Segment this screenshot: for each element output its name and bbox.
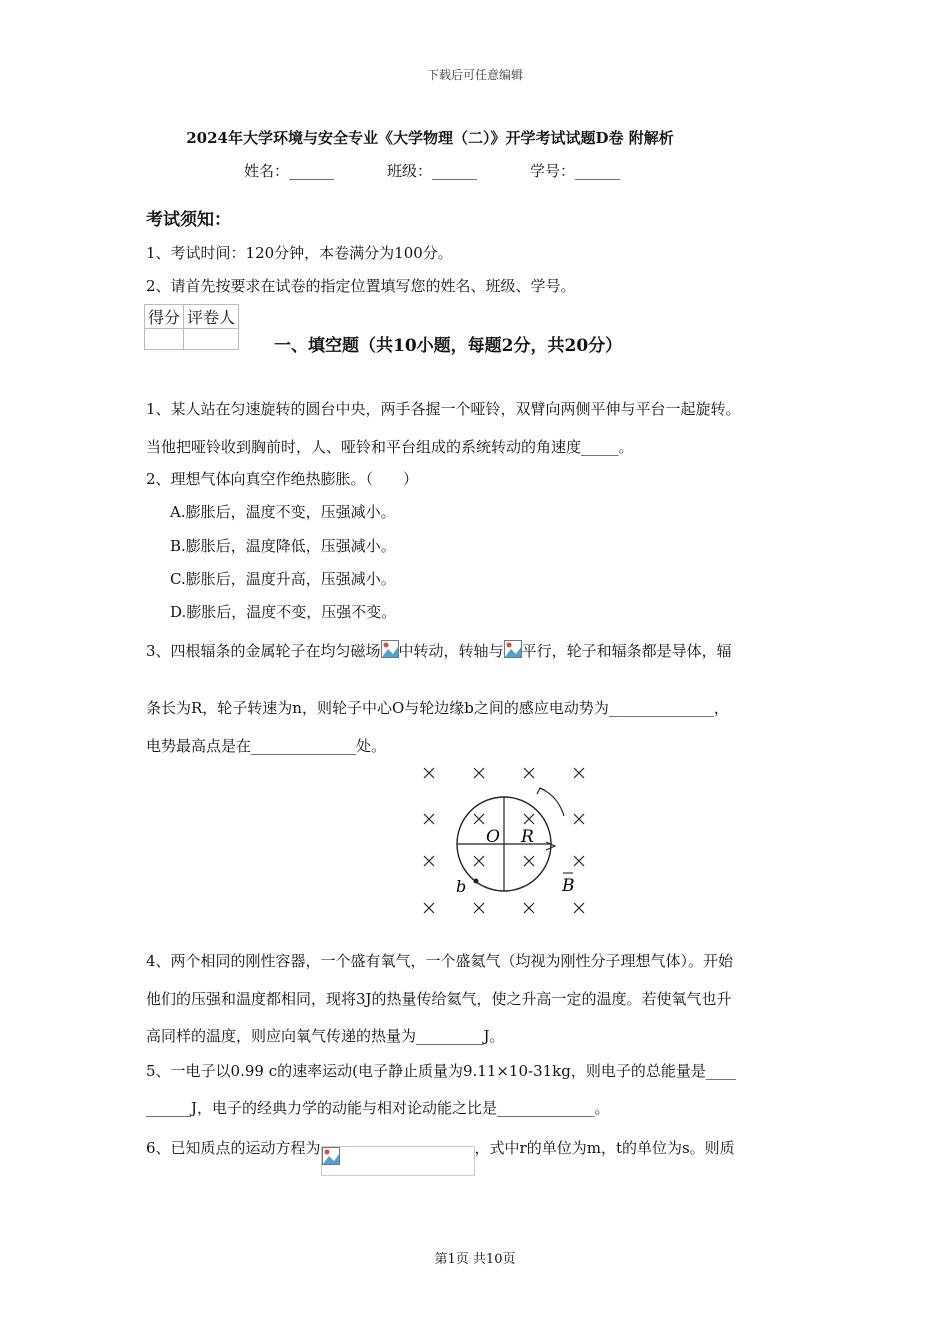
image-placeholder-icon <box>504 640 522 658</box>
q3-line: 电势最高点是在______________处。 <box>146 737 387 755</box>
q6-text: 6、已知质点的运动方程为 <box>146 1139 321 1157</box>
q2-option-d: D.膨胀后，温度不变，压强不变。 <box>170 603 397 621</box>
q1-line: 当他把哑铃收到胸前时，人、哑铃和平台组成的系统转动的角速度_____。 <box>146 438 634 456</box>
q2-option-c: C.膨胀后，温度升高，压强减小。 <box>170 570 396 588</box>
q4-line: 他们的压强和温度都相同，现将3J的热量传给氦气，使之升高一定的温度。若使氧气也升 <box>146 990 732 1008</box>
score-cell <box>145 329 184 350</box>
q5-line: 5、一电子以0.99 c的速率运动(电子静止质量为9.11×10-31kg，则电子的总能量是____ <box>146 1062 736 1080</box>
grader-header: 评卷人 <box>184 305 239 329</box>
q2-option-a: A.膨胀后，温度不变，压强减小。 <box>170 503 396 521</box>
rotation-arc <box>540 788 564 816</box>
grader-cell <box>184 329 239 350</box>
part-title: 一、填空题（共10小题，每题2分，共20分） <box>274 336 623 356</box>
point-b <box>474 879 479 884</box>
name-field: 姓名：______ <box>244 162 335 180</box>
q6-text: ，式中r的单位为m，t的单位为s。则质 <box>474 1139 735 1157</box>
notice-heading: 考试须知： <box>146 210 231 230</box>
q4-line: 高同样的温度，则应向氧气传递的热量为_________J。 <box>146 1027 505 1045</box>
label-field-b: B <box>562 876 575 896</box>
q3-text: 平行，轮子和辐条都是导体，辐 <box>521 642 732 660</box>
label-o: O <box>486 827 500 847</box>
q3-text: 中转动，转轴与 <box>398 642 504 660</box>
page-title: 2024年大学环境与安全专业《大学物理（二）》开学考试试题D卷 附解析 <box>186 129 674 147</box>
image-placeholder-icon <box>322 1147 340 1165</box>
q5-line: ______J，电子的经典力学的动能与相对论动能之比是_____________。 <box>146 1099 610 1117</box>
q3-line <box>146 640 732 661</box>
label-r: R <box>521 827 534 847</box>
q2-option-b: B.膨胀后，温度降低，压强减小。 <box>170 537 396 555</box>
class-field: 班级：______ <box>387 162 478 180</box>
header-note: 下载后可任意编辑 <box>426 68 523 82</box>
q3-line: 条长为R，轮子转速为n，则轮子中心O与轮边缘b之间的感应电动势为______________， <box>146 699 729 717</box>
q2-stem: 2、理想气体向真空作绝热膨胀。（ ） <box>146 470 419 488</box>
q6-line <box>146 1137 735 1176</box>
image-placeholder-icon <box>381 640 399 658</box>
q3-text: 3、四根辐条的金属轮子在均匀磁场 <box>146 642 381 660</box>
score-header: 得分 <box>145 305 184 329</box>
label-b: b <box>456 877 467 896</box>
q4-line: 4、两个相同的刚性容器，一个盛有氧气，一个盛氦气（均视为刚性分子理想气体）。开始 <box>146 952 734 970</box>
student-id-field: 学号：______ <box>530 162 621 180</box>
q1-line: 1、某人站在匀速旋转的圆台中央，两手各握一个哑铃，双臂向两侧平伸与平台一起旋转。 <box>146 400 741 418</box>
score-table <box>144 304 239 350</box>
page-footer: 第1页 共10页 <box>434 1252 516 1267</box>
notice-item: 1、考试时间：120分钟，本卷满分为100分。 <box>146 244 453 262</box>
wheel-magnetic-field-figure <box>410 760 610 925</box>
notice-item: 2、请首先按要求在试卷的指定位置填写您的姓名、班级、学号。 <box>146 277 576 295</box>
equation-image <box>321 1146 475 1176</box>
